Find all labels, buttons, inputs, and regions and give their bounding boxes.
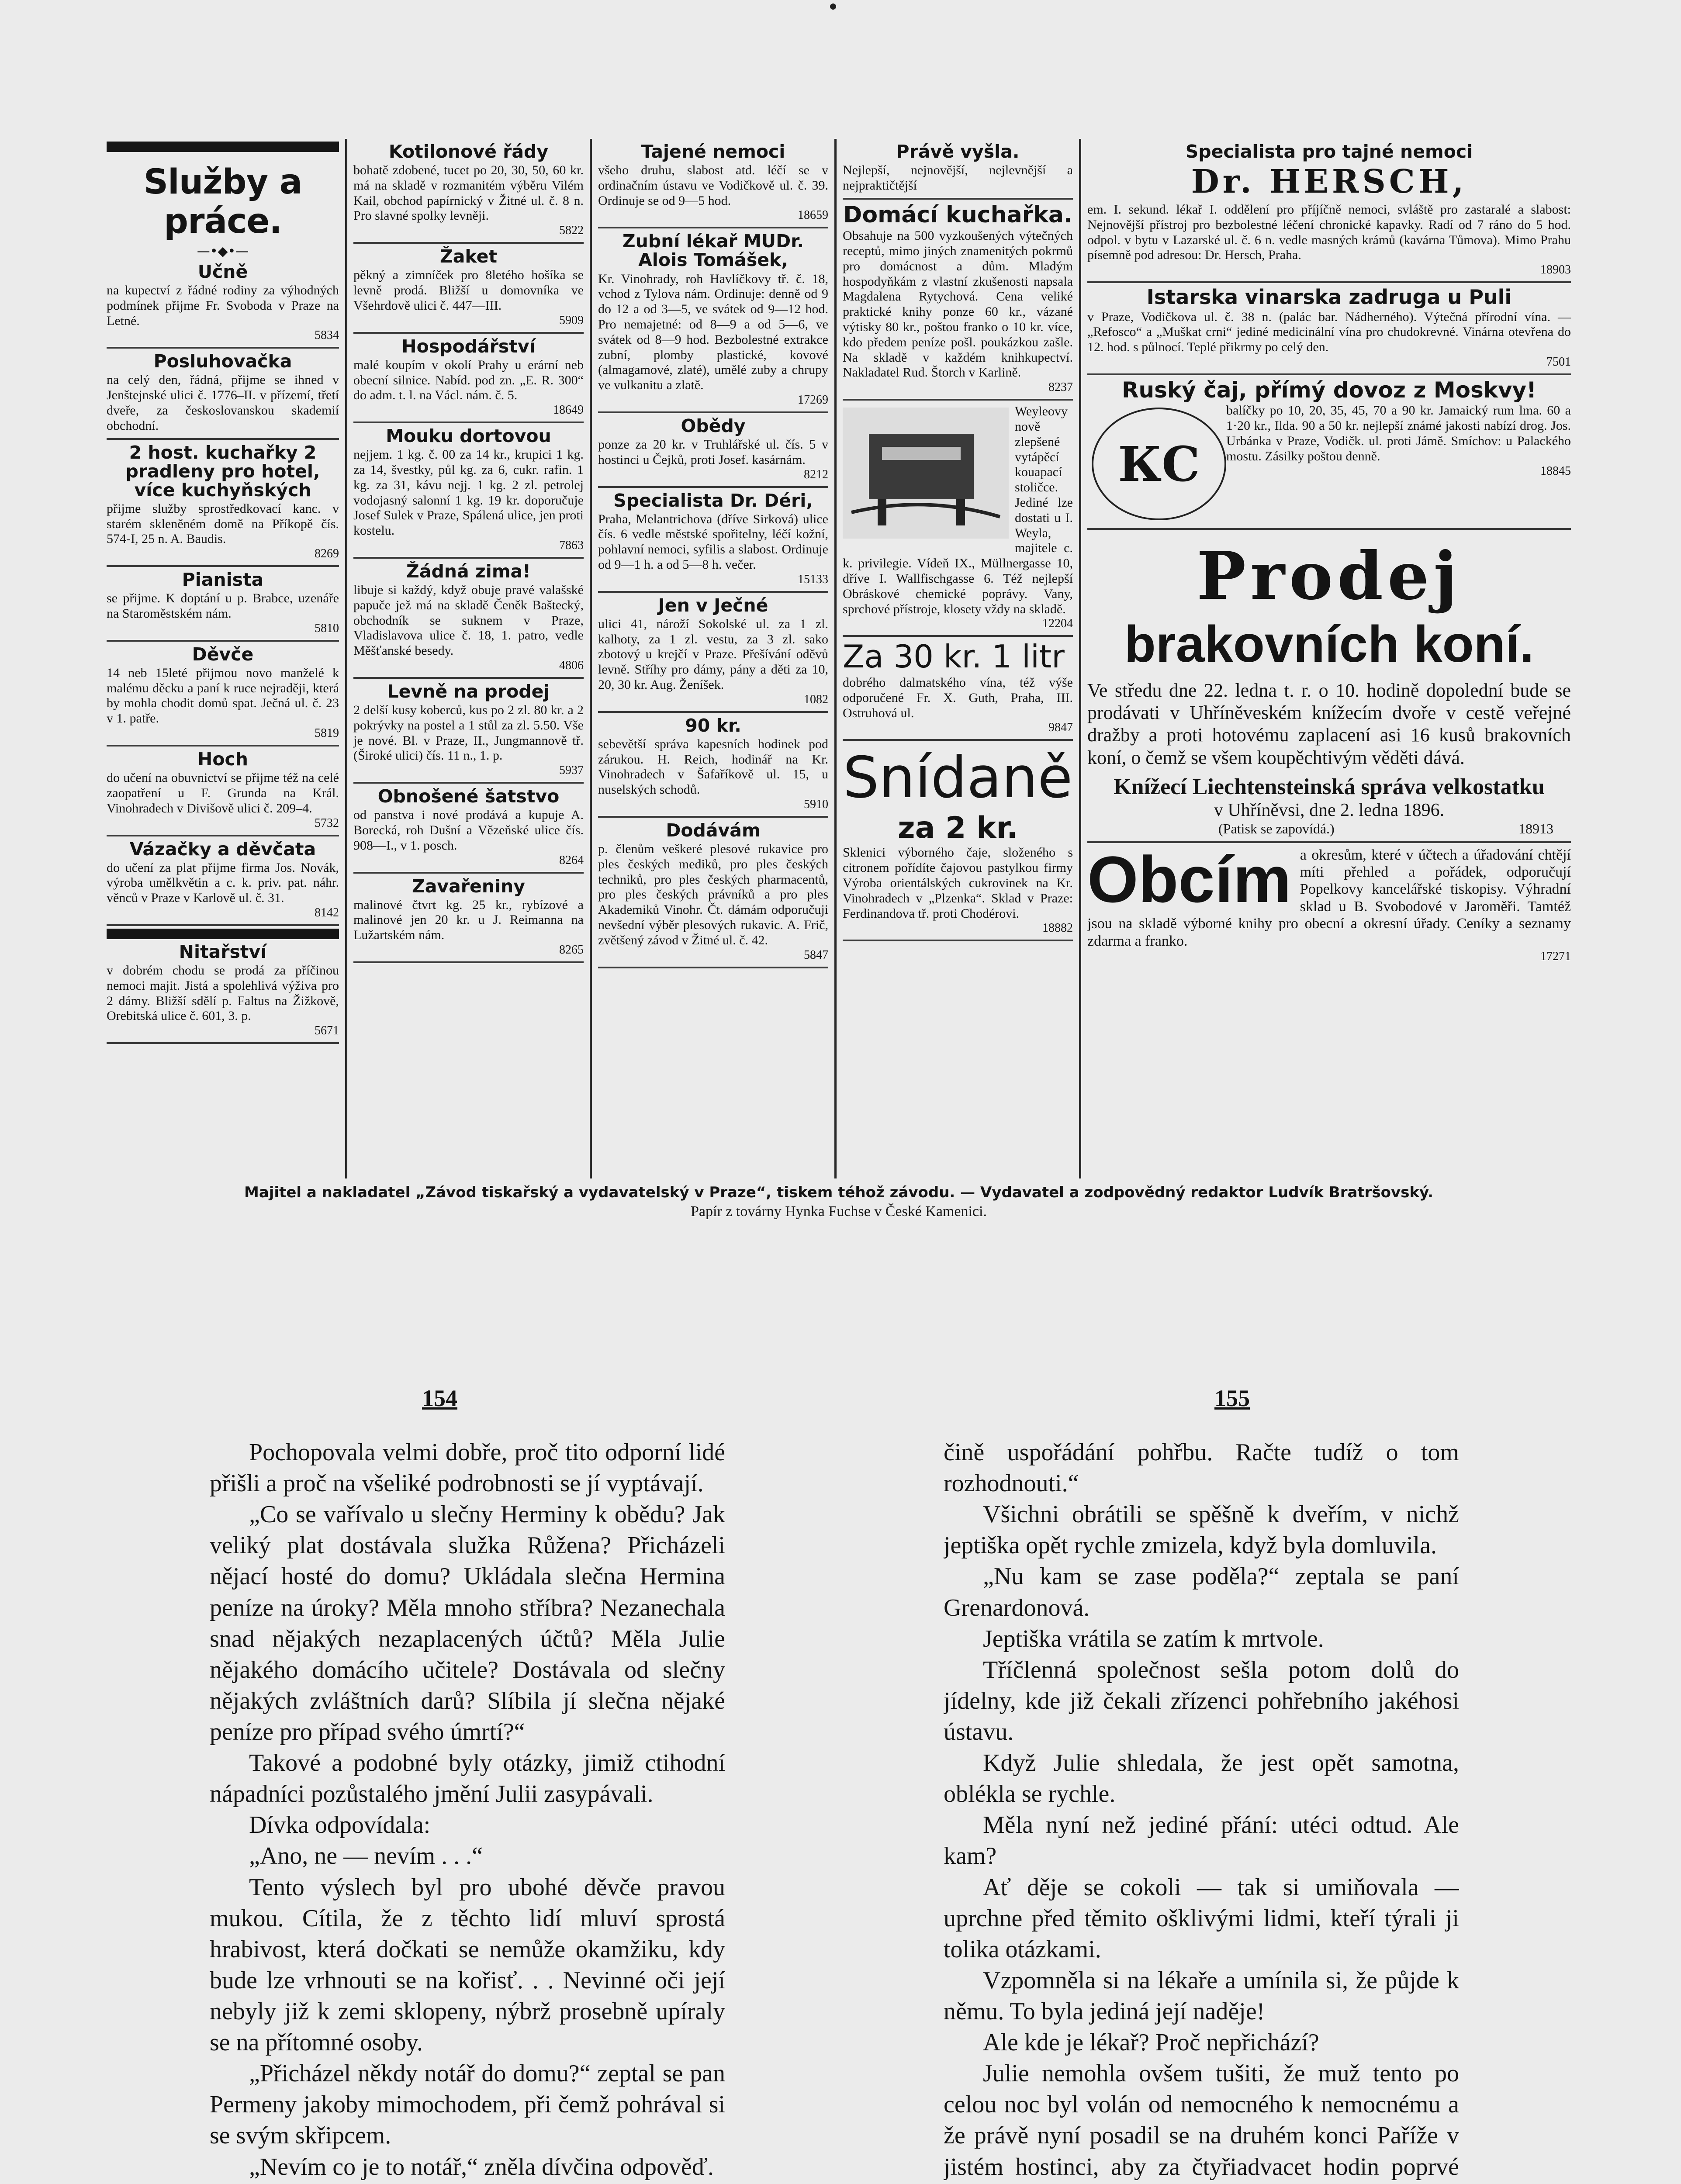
ad <box>107 836 339 926</box>
prodej-title: Prodej <box>1197 538 1462 615</box>
ad-text: malé koupím v okolí Prahy u erární neb obecní silnice. Nabíd. pod zn. „E. R. 300“ do adm. t. l. na Václ. nám. č. 5. <box>353 357 584 403</box>
ad-code: 7863 <box>559 538 584 552</box>
ad <box>353 874 584 963</box>
ad-code: 5810 <box>315 621 339 635</box>
ad-text: Nejlepší, nejnovější, nejlevnější a nejpraktičtější <box>843 163 1073 193</box>
ad <box>107 259 339 349</box>
book-paragraph: Tříčlenná společnost sešla potom dolů do jídelny, kde již čekali zřízenci pohřebního jakéhosi ústavu. <box>944 1656 1459 1745</box>
liechtenstein-place: v Uhříněvsi, dne 2. ledna 1896. <box>1214 800 1445 820</box>
book-paragraph: Takové a podobné byly otázky, jimiž ctihodní nápadníci pozůstalého jmění Julii zasypávali. <box>210 1749 725 1808</box>
ad-text: přijme služby sprostředkovací kanc. v starém skleněném domě na Příkopě čís. 574-I, 25 n. A. Baudis. <box>107 501 339 546</box>
page-number-left: 154 <box>422 1385 457 1411</box>
ad-text: Kr. Vinohrady, roh Havlíčkovy tř. č. 18, vchod z Tylova nám. Ordinuje: denně od 9 do 12 a od 3—5, ve svátek od 9—12 hod. Pro nemajetné: od 8—9 a od 5—6, ve svátek od 8—9 hod. Bezbolestné extrakce zubní, plomby plastické, kovové (almagamové, zlaté), umělé zuby a chrupy ve vulkanitu a zlatě. <box>598 271 828 393</box>
ad <box>107 567 339 642</box>
book-paragraph: Ale kde je lékař? Proč nepřichází? <box>983 2029 1319 2056</box>
ad-text: nejjem. 1 kg. č. 00 za 14 kr., krupici 1 kg. za 14, švestky, půl kg. za 6, cukr. rafin. 1 kg. za 31, kávu nejj. 1 kg. 2 zl. petrolej vodojasný salonní 1 kg. 19 kr. doporučuje Josef Sulek v Praze, Spálená ulice, jen proti kostelu. <box>353 447 584 538</box>
book-paragraph <box>210 2183 725 2184</box>
ad-text: do učení na obuvnictví se přijme též na celé zaopatření u F. Grunda na Král. Vinohradech v Divišově ulici č. 209–4. <box>107 771 339 816</box>
book-paragraph: „Přicházel někdy notář do domu?“ zeptal se pan Permeny jakoby mimochodem, při čemž pohrával si se svým skřipcem. <box>210 2060 725 2149</box>
ad-text: dobrého dalmatského vína, též výše odporučené Fr. X. Guth, Praha, III. Ostruhová ul. <box>843 675 1073 720</box>
obcim-title: Obcím <box>1087 843 1291 916</box>
ad-text: a okresům, které v účtech a úřadování chtějí míti přehled a pořádek, odporučují Popelkovy kancelářské tiskopisy. Výhradní sklad u B. Svobodové v Jaroměři. Tamtéž jsou na skladě výborné knihy pro obecní a okresní úřady. Ceníky a seznamy zdarma a franko. <box>1087 847 1571 949</box>
ad-code: 15133 <box>798 572 828 586</box>
ad-ruskcaj <box>1087 375 1571 530</box>
ad-code: 5819 <box>315 726 339 740</box>
ad-title: Tajené nemoci <box>641 141 785 162</box>
ad <box>353 334 584 423</box>
imprint-line-2: Papír z továrny Hynka Fuchse v České Kamenici. <box>691 1203 987 1220</box>
ad-text: v dobrém chodu se prodá za příčinou nemoci majit. Jistá a spolehlivá výživa pro 2 dámy. Bližší sdělí p. Faltus na Žižkově, Orebitská ulice č. 601, 3. p. <box>107 963 339 1023</box>
ad-code: 18903 <box>1540 263 1571 277</box>
ad-title: Zubní lékař MUDr. Alois Tomášek, <box>622 231 804 271</box>
ad <box>107 440 339 567</box>
ad-title: Kotilonové řády <box>388 141 549 162</box>
book-paragraph: Měla nyní než jediné přání: utéci odtud. Ale kam? <box>944 1811 1459 1870</box>
ad-code: 5910 <box>804 798 828 812</box>
book-paragraph: Julie nemohla ovšem tušiti, že muž tento po celou noc byl volán od nemocného k nemocnému a že právě nyní posadil se na druhém konci Paříže v jistém hostinci, aby za čtyřiadvacet hodin poprvé <box>944 2060 1459 2181</box>
ad-code: 18913 <box>1518 820 1553 836</box>
ad-title: Jen v Ječné <box>658 594 768 616</box>
ad-code: 9847 <box>1048 721 1073 735</box>
ad-code: 1082 <box>804 692 828 706</box>
logo-letters: КС <box>1118 435 1200 492</box>
classified-ads <box>100 139 1577 1178</box>
section-title: Služby a práce. <box>143 162 302 241</box>
ad-code: 18845 <box>1540 464 1571 478</box>
ad-title: Obědy <box>681 415 746 436</box>
ad-code: 17269 <box>798 393 828 407</box>
ad-code: 5834 <box>315 328 339 342</box>
ad <box>598 818 828 968</box>
ad-text: od panstva i nové prodává a kupuje A. Borecká, roh Dušní a Vězeňské ulice čís. 908—I., v 1. posch. <box>353 808 584 853</box>
ad-title: Levně na prodej <box>387 681 550 702</box>
ad-text: na celý den, řádná, přijme se ihned v Jenštejnské ulici č. 1776–II. v přízemí, třetí dveře, za českoslovanskou skademií obchodní. <box>107 373 339 433</box>
ad-title: Domácí kuchařka. <box>843 201 1072 228</box>
ad-code: 18882 <box>1042 921 1073 935</box>
ad-prodej <box>1087 530 1571 843</box>
ornament: —•◆•— <box>197 244 249 259</box>
ad-text: sebevětší správa kapesních hodinek pod zárukou. H. Reich, hodinář na Kr. Vinohradech v Šafaříkově ul. 15, u nuselských schodů. <box>598 736 828 797</box>
ink-dot <box>830 3 836 10</box>
book-paragraph: Vzpomněla si na lékaře a umínila si, že půjde k němu. To byla jediná její naděje! <box>944 1966 1459 2025</box>
book-paragraph: Dívka odpovídala: <box>249 1811 431 1839</box>
ad <box>353 423 584 559</box>
ad-text: 14 neb 15leté přijmou novo manželé k malému děcku a paní k ruce nejraději, která by mohla chodit domů spat. Ječná ul. č. 23 v 1. patře. <box>107 665 339 726</box>
ad-code: 5937 <box>559 764 584 778</box>
ad-title: Posluhovačka <box>153 351 292 372</box>
ad-title: Ruský čaj, přímý dovoz z Moskvy! <box>1122 377 1536 403</box>
ad-title: Za 30 kr. 1 litr <box>843 638 1065 675</box>
hersch-name: Dr. HERSCH, <box>1191 163 1467 201</box>
ad-title: Právě vyšla. <box>896 141 1020 162</box>
ad-text: p. členům veškeré plesové rukavice pro ples českých mediků, pro ples českých techniků, pro ples českých pharmacentů, pro ples českých právníků a pro ples Akademiků Vinohr. Čt. dámám odporučuji nevšední výběr plesových rukavic. A. Frič, zvětšený závod v Žitné ul. č. 42. <box>598 842 828 947</box>
ad <box>843 637 1073 741</box>
ad-code: 4806 <box>559 658 584 672</box>
ad-code: 8142 <box>315 905 339 919</box>
ad <box>107 642 339 746</box>
book-paragraph: Když Julie shledala, že jest opět samotna, oblékla se rychle. <box>944 1749 1459 1808</box>
ad-text: Obsahuje na 500 vyzkoušených výtečných receptů, mimo jiných znamenitých pokrmů pro domácnost a dům. Mladým hospodyňkám z vlastní zkušenosti napsala Magdalena Rytychová. Cena veliké praktické knihy ponze 60 kr., vázané výtisky 80 kr., poštou franko o 10 kr. více, kdo předem peníze pošl. poukázkou zašle. Na skladě v každém knihkupectví. Nakladatel Rud. Štorch v Karlině. <box>843 228 1073 380</box>
snidane-title: Snídaně <box>843 744 1073 811</box>
ad-text: Weyleovy nově zlepšené vytápěcí kouapací stoličce. Jediné lze dostati u I. Weyla, majitele c. k. privilegie. Vídeň IX., Müllnergasse 10, dříve I. Wallfischgasse 6. Též nejlepší Obráskové chemické poprávy. Vany, sprchové přístroje, klosety vždy na skladě. <box>843 404 1073 616</box>
snidane-price: za 2 kr. <box>897 811 1018 846</box>
ad-text: bohatě zdobené, tucet po 20, 30, 50, 60 kr. má na skladě v rozmanitém výběru Vilém Kail, obchod papírnický v Žitné ul. č. 8 n. Pro slavné spolky levněji. <box>353 163 584 223</box>
ad-text: malinové čtvrt kg. 25 kr., rybízové a malinové jen 20 kr. u J. Reimanna na Lužartském nám. <box>353 897 584 943</box>
ad-code: 18649 <box>553 403 584 417</box>
ad-title: Obnošené šatstvo <box>377 786 560 807</box>
ad-title: Hoch <box>197 749 248 770</box>
ad <box>598 488 828 593</box>
divider-bar <box>107 929 339 939</box>
ad-title: Pianista <box>182 569 264 591</box>
ad-text: 2 delší kusy koberců, kus po 2 zl. 80 kr. a 2 pokrývky na postel a 1 stůl za zl. 5.50. Vše je nové. Bl. v Praze, II., Jungmannově tř. (Široké ulici) čís. 11 n., 1. p. <box>353 703 584 763</box>
ad-title: 90 kr. <box>685 715 741 736</box>
book-page-left <box>210 1437 725 2184</box>
ad <box>353 139 584 244</box>
ad <box>598 228 828 413</box>
ad <box>353 244 584 333</box>
ad-title: Nitařství <box>179 941 267 962</box>
liechtenstein-note: (Patisk se zapovídá.) <box>1218 820 1335 836</box>
ad-code: 5909 <box>559 313 584 327</box>
ad <box>843 741 1073 941</box>
ad <box>353 559 584 679</box>
stove-illustration <box>843 408 1009 539</box>
ad-text: v Praze, Vodičkova ul. č. 38 n. (palác bar. Nádherného). Výtečná přírodní vína. — „Refosco“ a „Muškat crni“ jediné medicinální vína pro chudokrevné. Vinárna otevřena do 12. hod. s půlnocí. Teplé přikrmy po celý den. <box>1087 309 1571 355</box>
ad-code: 8264 <box>559 853 584 867</box>
book-paragraph: „Nevím co je to notář,“ zněla dívčina odpověď. <box>249 2153 714 2181</box>
ad-title: Žádná zima! <box>406 560 531 582</box>
ad-text: libuje si každý, když obuje pravé valašské papuče jež má na skladě Čeněk Baštecký, obchodník se suknem v Praze, Vladislavova ulice č. 18, 1. patro, vedle Měšťanské besedy. <box>353 582 584 658</box>
ad <box>107 349 339 439</box>
book-paragraph: čině uspořádání pohřbu. Račte tudíž o tom rozhodnouti.“ <box>944 1439 1459 1497</box>
ad-code: 8269 <box>315 547 339 561</box>
tea-logo <box>1092 408 1226 520</box>
imprint <box>100 1183 1577 1221</box>
ad <box>598 413 828 488</box>
imprint-line-1: Majitel a nakladatel „Závod tiskařský a vydavatelský v Praze“, tiskem téhož závodu. — Vydavatel a zodpovědný redaktor Ludvík Bratršovský. <box>244 1184 1434 1201</box>
ad-text: na kupectví z řádné rodiny za výhodných podmínek přijme Fr. Svoboda v Praze na Letné. <box>107 283 339 328</box>
ad-title: 2 host. kuchařky 2 pradleny pro hotel, více kuchyňských <box>125 442 320 501</box>
ad-text: balíčky po 10, 20, 35, 45, 70 a 90 kr. Jamaický rum lma. 60 a 1·20 kr., Ilda. 90 a 50 kr. nejlepší známé jakosti nabízí drog. Jos. Urbánka v Praze, Vodičk. ul. proti Jámě. Smíchov: u Palackého mostu. Zásilky poštou denně. <box>1226 403 1571 463</box>
ad <box>107 746 339 836</box>
ads-column-3 <box>590 139 834 1178</box>
ad-code: 5671 <box>315 1024 339 1038</box>
ad-text: em. I. sekund. lékař I. oddělení pro příjíčně nemoci, svláště pro zastaralé a slabost: Nejnovější přístroj pro bezbolestné léčení chronické kapavky. Radí od 7 ráno do 5 hod. odpol. v bytu v Lazarské ul. č. 6 n. vedle masných krámů (kavárna Tůmova). Mimo Prahu písemně pod adresou: Dr. Hersch, Praha. <box>1087 202 1571 263</box>
page-number-right: 155 <box>1214 1385 1250 1411</box>
book-paragraph: Pochopovala velmi dobře, proč tito odporní lidé přišli a proč na všeliké podrobnosti se jí vyptávají. <box>210 1439 725 1497</box>
ad-code: 5822 <box>559 224 584 238</box>
ad-text: se přijme. K doptání u p. Brabce, uzenáře na Staroměstském nám. <box>107 591 339 621</box>
ads-column-4 <box>834 139 1079 1178</box>
ad <box>107 939 339 1044</box>
ad <box>353 784 584 873</box>
liechtenstein: Knížecí Liechtensteinská správa velkostatku <box>1114 774 1545 799</box>
ad-hersch <box>1087 139 1571 283</box>
prodej-subtitle: brakovních koní. <box>1124 615 1534 674</box>
ad-title: Mouku dortovou <box>386 425 551 447</box>
ad-istarska <box>1087 283 1571 375</box>
liechtenstein-note-row <box>1087 821 1571 837</box>
ad <box>598 593 828 713</box>
ads-column-1 <box>100 139 345 1178</box>
book-paragraph: „Ano, ne — nevím . . .“ <box>249 1842 483 1870</box>
book-paragraph: Ať děje se cokoli — tak si umiňovala — uprchne před těmito ošklivými lidmi, kteří týrali ji tolika otázkami. <box>944 1873 1459 1963</box>
ad-title: Děvče <box>192 643 254 665</box>
ad-title: Dodávám <box>666 820 761 841</box>
ad-title: Zavařeniny <box>412 875 525 897</box>
ad <box>843 200 1073 401</box>
ad <box>843 401 1073 637</box>
ad-text: pěkný a zimníček pro 8letého hošíka se levně prodá. Bližší u domovníka ve Všehrdově ulici č. 447—III. <box>353 268 584 313</box>
ads-column-2 <box>345 139 590 1178</box>
ad-title: Žaket <box>440 246 497 267</box>
ad <box>598 139 828 228</box>
ad-title: Hospodářství <box>401 335 536 357</box>
ad-code: 18659 <box>798 208 828 222</box>
ad-code: 8237 <box>1048 380 1073 394</box>
book-paragraph: „Co se vařívalo u slečny Herminy k obědu? Jak veliký plat dostávala služka Růžena? Přicházeli nějací hosté do domu? Ukládala slečna Hermina peníze na úroky? Měla mnoho stříbra? Nezanechala snad nějakých nezaplacených účtů? Měla Julie nějakého domácího učitele? Dostávala od slečny nějakých zvláštních darů? Slíbila jí slečna nějaké peníze pro případ svého úmrtí?“ <box>210 1501 725 1745</box>
ad-code: 5847 <box>804 948 828 962</box>
ad <box>843 139 1073 200</box>
ads-column-5 <box>1079 139 1577 1178</box>
ad-text: ponze za 20 kr. v Truhlářské ul. čís. 5 v hostinci u Čejků, proti Josef. kasárnám. <box>598 437 828 467</box>
ad-code: 8265 <box>559 943 584 957</box>
ad <box>353 679 584 784</box>
book-paragraph: Jeptiška vrátila se zatím k mrtvole. <box>983 1625 1324 1652</box>
ad <box>598 713 828 818</box>
ad-title: Specialista pro tajné nemoci <box>1185 141 1473 162</box>
book-paragraph: Tento výslech byl pro ubohé děvče pravou mukou. Cítila, že z těchto lidí mluví sprostá hrabivost, která dočkati se nemůže okamžiku, kdy bude lze vrhnouti se na kořisť. . . Nevinné oči její nebyly již k zemi sklopeny, nýbrž prosebně upíraly se na přítomné osoby. <box>210 1873 725 2056</box>
ad-text: Sklenici výborného čaje, složeného s citronem pořídíte čajovou pastylkou firmy Výroba orientálských cukrovinek na Kr. Vinohradech v „Plzenka“. Sklad v Praze: Ferdinandova tř. proti Chodérovi. <box>843 845 1073 921</box>
ad-code: 12204 <box>1042 617 1073 631</box>
header-bar <box>107 142 339 152</box>
ad-text: ulici 41, nároží Sokolské ul. za 1 zl. kalhoty, za 1 zl. vestu, za 3 zl. sako zbotový u krejčí v Praze. Přešívání oděvů levně. Stříhy pro dámy, pány a děti za 10, 20, 30 kr. Aug. Ženíšek. <box>598 616 828 692</box>
ad-title: Specialista Dr. Déri, <box>613 490 813 511</box>
ad-title: Istarska vinarska zadruga u Puli <box>1146 285 1512 309</box>
book-paragraph: Všichni obrátili se spěšně k dveřím, v nichž jeptiška opět rychle zmizela, když byla domluvila. <box>944 1501 1459 1559</box>
ad-text: Praha, Melantrichova (dříve Sirková) ulice čís. 6 vedle městské spořitelny, léčí kožní, pohlavní nemoci, syfilis a slabost. Ordinuje od 9—1 h. a od 5—8 h. večer. <box>598 511 828 572</box>
book-paragraph: „Nu kam se zase poděla?“ zeptala se paní Grenardonová. <box>944 1563 1459 1621</box>
ad-code: 7501 <box>1546 355 1571 369</box>
ad-obcim <box>1087 843 1571 968</box>
ad-code: 8212 <box>804 467 828 481</box>
ad-text: do učení za plat přijme firma Jos. Novák, výroba umělkvětin a c. k. priv. pat. náhr. věnců v Praze v Karlově ul. č. 31. <box>107 860 339 905</box>
ad-text: všeho druhu, slabost atd. léčí se v ordinačním ústavu ve Vodičkově ul. č. 39. Ordinuje se od 9—5 hod. <box>598 163 828 208</box>
ad-text: Ve středu dne 22. ledna t. r. o 10. hodině dopolední bude se prodávati v Uhříněveském knížecím dvoře v cestě veřejné dražby a proti hotovému zaplacení asi 16 kusů brakovních koní, o čemž se všem koupěchtivým věděti dává. <box>1087 680 1571 768</box>
ad-title: Vázačky a děvčata <box>129 838 316 860</box>
ad-title: Učně <box>197 261 248 282</box>
book-page-right <box>944 1437 1459 2184</box>
ad-code: 17271 <box>1540 950 1571 964</box>
ad-code: 5732 <box>315 816 339 830</box>
